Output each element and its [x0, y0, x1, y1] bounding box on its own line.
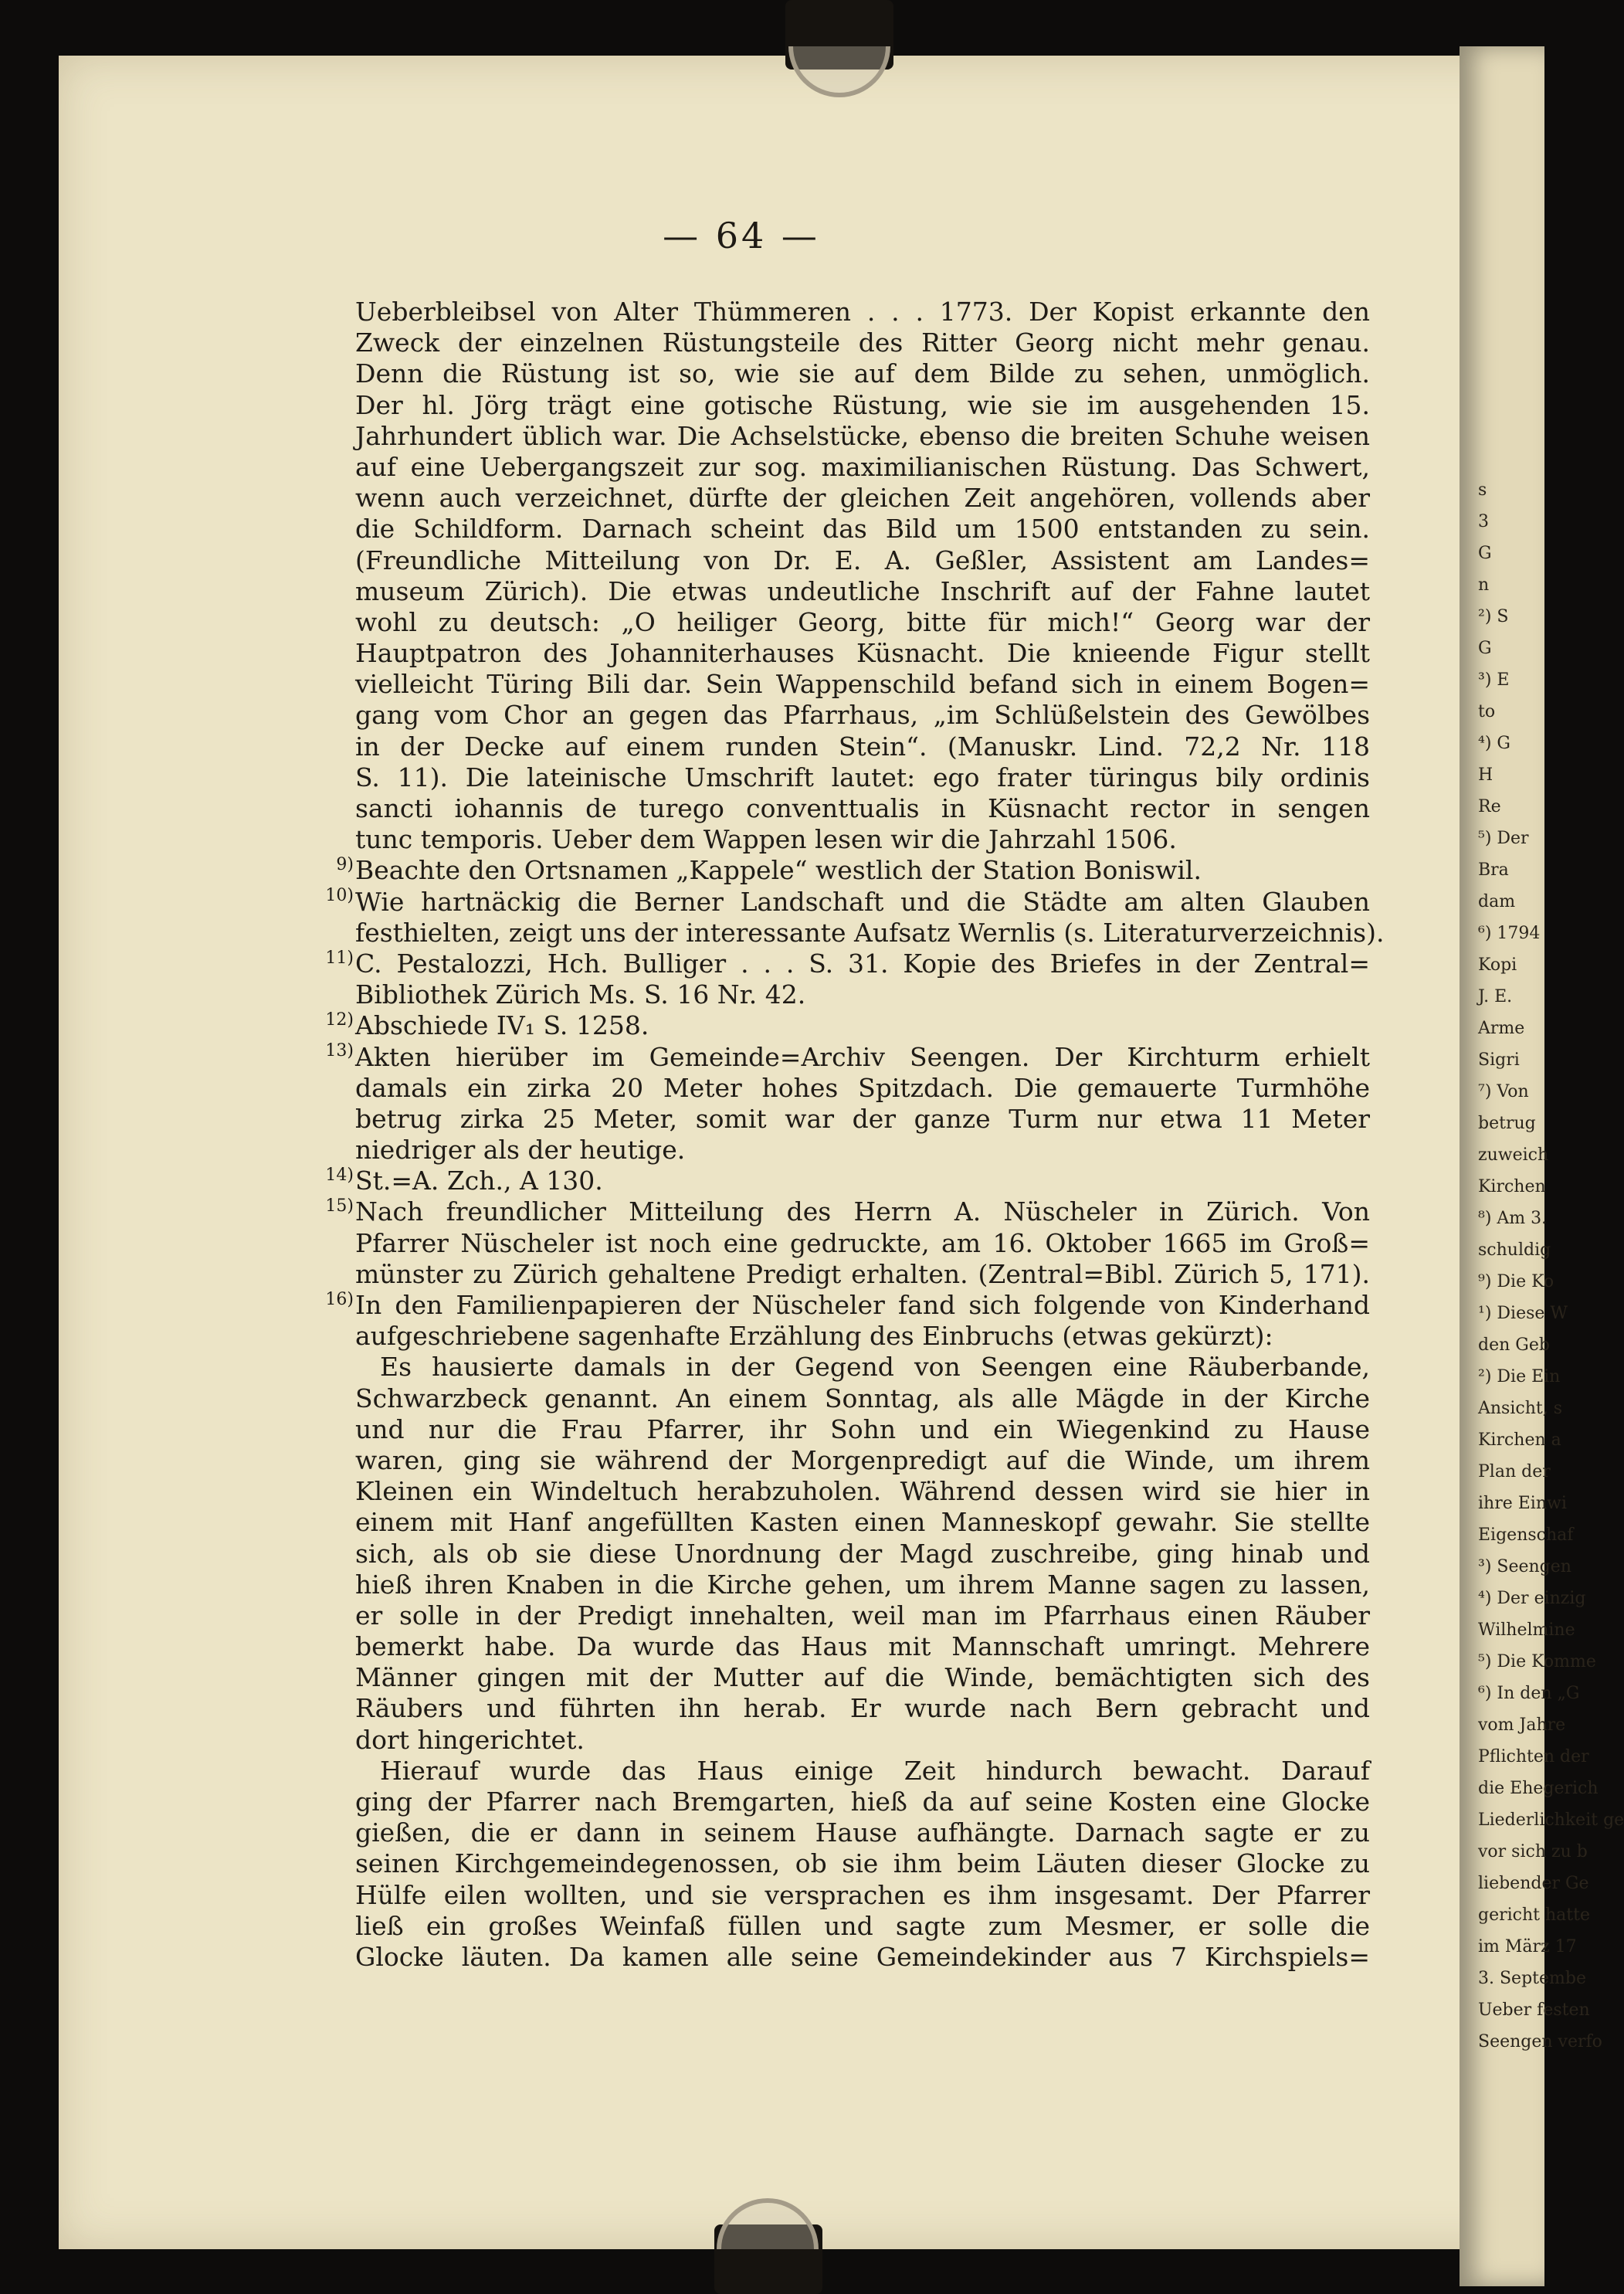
- adjacent-page-fragment: s: [1478, 480, 1487, 500]
- story-line: einem mit Hanf angefüllten Kasten einen Manneskopf gewahr. Sie stellte: [355, 1507, 1370, 1538]
- adjacent-page-fragment: Kirchen a: [1478, 1430, 1561, 1450]
- adjacent-page-fragment: ³) Seengen: [1478, 1557, 1571, 1576]
- adjacent-page-fragment: vom Jahre: [1478, 1715, 1566, 1735]
- footnote-marker: 13): [325, 1041, 354, 1060]
- story-line: Es hausierte damals in der Gegend von Seengen eine Räuberbande,: [380, 1352, 1370, 1383]
- text-line: Jahrhundert üblich war. Die Achselstücke, ebenso die breiten Schuhe weisen: [355, 420, 1370, 451]
- footnote-marker: 15): [325, 1196, 354, 1216]
- footnote-marker: 10): [325, 886, 354, 905]
- adjacent-page-fragment: ⁸) Am 3.: [1478, 1209, 1548, 1228]
- footnote-line: Bibliothek Zürich Ms. S. 16 Nr. 42.: [355, 979, 806, 1010]
- story-line: Hierauf wurde das Haus einige Zeit hindurch bewacht. Darauf: [380, 1755, 1370, 1786]
- adjacent-page-fragment: ihre Einwi: [1478, 1494, 1567, 1513]
- text-line: Zweck der einzelnen Rüstungsteile des Ritter Georg nicht mehr genau.: [355, 327, 1370, 358]
- story-line: bemerkt habe. Da wurde das Haus mit Mannschaft umringt. Mehrere: [355, 1631, 1370, 1662]
- adjacent-page-fragment: Bra: [1478, 860, 1509, 880]
- page-text: [355, 297, 1385, 1973]
- page-number: — 64 —: [663, 215, 820, 256]
- adjacent-page-fragment: ²) S: [1478, 607, 1509, 626]
- footnote-line: aufgeschriebene sagenhafte Erzählung des Einbruchs (etwas gekürzt):: [355, 1321, 1273, 1352]
- footnote-marker: 16): [325, 1290, 354, 1309]
- footnote-marker: 14): [325, 1166, 354, 1185]
- footnote-line: festhielten, zeigt uns der interessante Aufsatz Wernlis (s. Literaturverzeichnis).: [355, 917, 1385, 948]
- adjacent-page-fragment: Plan der: [1478, 1462, 1551, 1481]
- adjacent-page-fragment: ⁵) Der: [1478, 829, 1529, 848]
- adjacent-page-fragment: n: [1478, 575, 1490, 595]
- adjacent-page-fragment: J. E.: [1478, 987, 1513, 1006]
- story-line: waren, ging sie während der Morgenpredigt auf die Winde, um ihrem: [355, 1444, 1370, 1475]
- adjacent-page-fragment: G: [1478, 639, 1492, 658]
- footnote-line: betrug zirka 25 Meter, somit war der ganze Turm nur etwa 11 Meter: [355, 1103, 1370, 1134]
- adjacent-page-fragment: zuweich: [1478, 1145, 1549, 1165]
- story-line: ging der Pfarrer nach Bremgarten, hieß da auf seine Kosten eine Glocke: [355, 1787, 1370, 1817]
- adjacent-page-fragment: 3: [1478, 512, 1489, 531]
- adjacent-page-fragment: 3. Septembe: [1478, 1969, 1586, 1988]
- adjacent-page-fragment: ⁷) Von: [1478, 1082, 1529, 1101]
- text-line: Der hl. Jörg trägt eine gotische Rüstung, wie sie im ausgehenden 15.: [355, 389, 1370, 420]
- text-line: Hauptpatron des Johanniterhauses Küsnacht. Die knieende Figur stellt: [355, 638, 1370, 669]
- footnote-marker: 11): [325, 948, 354, 968]
- text-line: Denn die Rüstung ist so, wie sie auf dem Bilde zu sehen, unmöglich.: [355, 358, 1370, 389]
- story-line: Räubers und führten ihn herab. Er wurde nach Bern gebracht und: [355, 1693, 1370, 1724]
- story-line: hieß ihren Knaben in die Kirche gehen, um ihrem Manne sagen zu lassen,: [355, 1569, 1370, 1600]
- text-line: in der Decke auf einem runden Stein“. (Manuskr. Lind. 72,2 Nr. 118: [355, 731, 1370, 762]
- footnote-line: Beachte den Ortsnamen „Kappele“ westlich der Station Boniswil.: [355, 855, 1202, 886]
- text-line: S. 11). Die lateinische Umschrift lautet: ego frater türingus bily ordinis: [355, 762, 1370, 792]
- adjacent-page-fragment: ⁵) Die Komme: [1478, 1652, 1596, 1671]
- adjacent-page-fragment: betrug: [1478, 1114, 1536, 1133]
- adjacent-page-fragment: Wilhelmine: [1478, 1620, 1575, 1640]
- story-line: Männer gingen mit der Mutter auf die Winde, bemächtigten sich des: [355, 1662, 1370, 1693]
- adjacent-page-fragment: im März 17: [1478, 1937, 1577, 1956]
- footnote-line: Akten hierüber im Gemeinde=Archiv Seengen. Der Kirchturm erhielt: [355, 1041, 1370, 1072]
- footnote-line: Abschiede IV₁ S. 1258.: [355, 1010, 649, 1041]
- footnote-line: münster zu Zürich gehaltene Predigt erhalten. (Zentral=Bibl. Zürich 5, 171).: [355, 1258, 1370, 1289]
- footnote-line: Pfarrer Nüscheler ist noch eine gedruckte, am 16. Oktober 1665 im Groß=: [355, 1227, 1370, 1258]
- adjacent-page-fragment: ¹) Diese W: [1478, 1304, 1568, 1323]
- adjacent-page-fragment: Kirchen: [1478, 1177, 1546, 1196]
- adjacent-page-fragment: Kopi: [1478, 955, 1517, 975]
- story-line: er solle in der Predigt innehalten, weil man im Pfarrhaus einen Räuber: [355, 1600, 1370, 1631]
- text-line: tunc temporis. Ueber dem Wappen lesen wir die Jahrzahl 1506.: [355, 824, 1177, 855]
- adjacent-page-fragment: G: [1478, 544, 1492, 563]
- adjacent-page-fragment: to: [1478, 702, 1496, 721]
- adjacent-page-fragment: gericht hatte: [1478, 1905, 1590, 1925]
- story-line: seinen Kirchgemeindegenossen, ob sie ihm beim Läuten dieser Glocke zu: [355, 1848, 1370, 1879]
- adjacent-page-fragment: dam: [1478, 892, 1516, 911]
- footnote-line: Nach freundlicher Mitteilung des Herrn A. Nüscheler in Zürich. Von: [355, 1196, 1370, 1227]
- adjacent-page-fragment: Eigenschaf: [1478, 1525, 1574, 1545]
- adjacent-page-fragment: Ueber festen: [1478, 2000, 1590, 2020]
- adjacent-page-fragment: die Ehegerich: [1478, 1779, 1599, 1798]
- footnote-line: St.=A. Zch., A 130.: [355, 1166, 603, 1196]
- adjacent-page-fragment: ³) E: [1478, 670, 1510, 690]
- adjacent-page-fragment: ⁶) In den „G: [1478, 1684, 1580, 1703]
- story-line: ließ ein großes Weinfaß füllen und sagte zum Mesmer, er solle die: [355, 1910, 1370, 1941]
- adjacent-page-fragment: Arme: [1478, 1019, 1525, 1038]
- footnote-marker: 12): [325, 1010, 354, 1030]
- story-line: dort hingerichtet.: [355, 1724, 585, 1755]
- adjacent-page-fragment: ⁹) Die Ko: [1478, 1272, 1554, 1291]
- adjacent-page-fragment: Re: [1478, 797, 1501, 816]
- adjacent-page-fragment: ⁶) 1794: [1478, 924, 1541, 943]
- story-line: Kleinen ein Windeltuch herabzuholen. Während dessen wird sie hier in: [355, 1476, 1370, 1507]
- story-line: sich, als ob sie diese Unordnung der Magd zuschreibe, ging hinab und: [355, 1538, 1370, 1569]
- footnote-line: Wie hartnäckig die Berner Landschaft und die Städte am alten Glauben: [355, 886, 1370, 917]
- adjacent-page-fragment: vor sich zu b: [1478, 1842, 1588, 1861]
- adjacent-page-fragment: Pflichten der: [1478, 1747, 1589, 1766]
- adjacent-page-fragment: ⁴) G: [1478, 734, 1510, 753]
- adjacent-page-edge: [1460, 46, 1624, 2286]
- story-line: Schwarzbeck genannt. An einem Sonntag, als alle Mägde in der Kirche: [355, 1383, 1370, 1413]
- footnote-line: In den Familienpapieren der Nüscheler fand sich folgende von Kinderhand: [355, 1290, 1370, 1320]
- text-line: Ueberbleibsel von Alter Thümmeren . . . 1773. Der Kopist erkannte den: [355, 297, 1370, 327]
- adjacent-page-fragment: schuldig: [1478, 1240, 1551, 1260]
- text-line: wenn auch verzeichnet, dürfte der gleichen Zeit angehören, vollends aber: [355, 483, 1370, 514]
- adjacent-page-fragment: ⁴) Der einzig: [1478, 1589, 1586, 1608]
- text-line: sancti iohannis de turego conventtualis in Küsnacht rector in sengen: [355, 793, 1370, 823]
- text-line: auf eine Uebergangszeit zur sog. maximilianischen Rüstung. Das Schwert,: [355, 451, 1370, 482]
- text-line: vielleicht Türing Bili dar. Sein Wappenschild befand sich in einem Bogen=: [355, 669, 1370, 700]
- adjacent-page-fragment: ²) Die Ein: [1478, 1367, 1561, 1386]
- text-line: gang vom Chor an gegen das Pfarrhaus, „im Schlüßelstein des Gewölbes: [355, 700, 1370, 731]
- adjacent-page-fragment: Seengen verfo: [1478, 2032, 1602, 2051]
- footnote-line: damals ein zirka 20 Meter hohes Spitzdach. Die gemauerte Turmhöhe: [355, 1072, 1370, 1103]
- footnote-marker: 9): [336, 855, 354, 874]
- adjacent-page-fragment: Ansicht, s: [1478, 1399, 1562, 1418]
- story-line: und nur die Frau Pfarrer, ihr Sohn und ein Wiegenkind zu Hause: [355, 1413, 1370, 1444]
- story-line: Hülfe eilen wollten, und sie versprachen es ihm insgesamt. Der Pfarrer: [355, 1879, 1370, 1910]
- adjacent-page-fragment: Sigri: [1478, 1050, 1520, 1070]
- footnote-line: niedriger als der heutige.: [355, 1135, 686, 1166]
- footnote-line: C. Pestalozzi, Hch. Bulliger . . . S. 31. Kopie des Briefes in der Zentral=: [355, 948, 1370, 979]
- adjacent-page-fragment: den Geb: [1478, 1335, 1550, 1355]
- adjacent-page-fragment: H: [1478, 765, 1493, 785]
- story-line: gießen, die er dann in seinem Hause aufhängte. Darnach sagte er zu: [355, 1817, 1370, 1848]
- story-line: Glocke läuten. Da kamen alle seine Gemeindekinder aus 7 Kirchspiels=: [355, 1941, 1370, 1972]
- adjacent-page-fragment: Liederlichkeit ge: [1478, 1810, 1624, 1830]
- text-line: (Freundliche Mitteilung von Dr. E. A. Geßler, Assistent am Landes=: [355, 545, 1370, 575]
- adjacent-page-fragment: liebender Ge: [1478, 1874, 1589, 1893]
- text-line: die Schildform. Darnach scheint das Bild um 1500 entstanden zu sein.: [355, 514, 1370, 545]
- text-line: museum Zürich). Die etwas undeutliche Inschrift auf der Fahne lautet: [355, 575, 1370, 606]
- text-line: wohl zu deutsch: „O heiliger Georg, bitte für mich!“ Georg war der: [355, 606, 1370, 637]
